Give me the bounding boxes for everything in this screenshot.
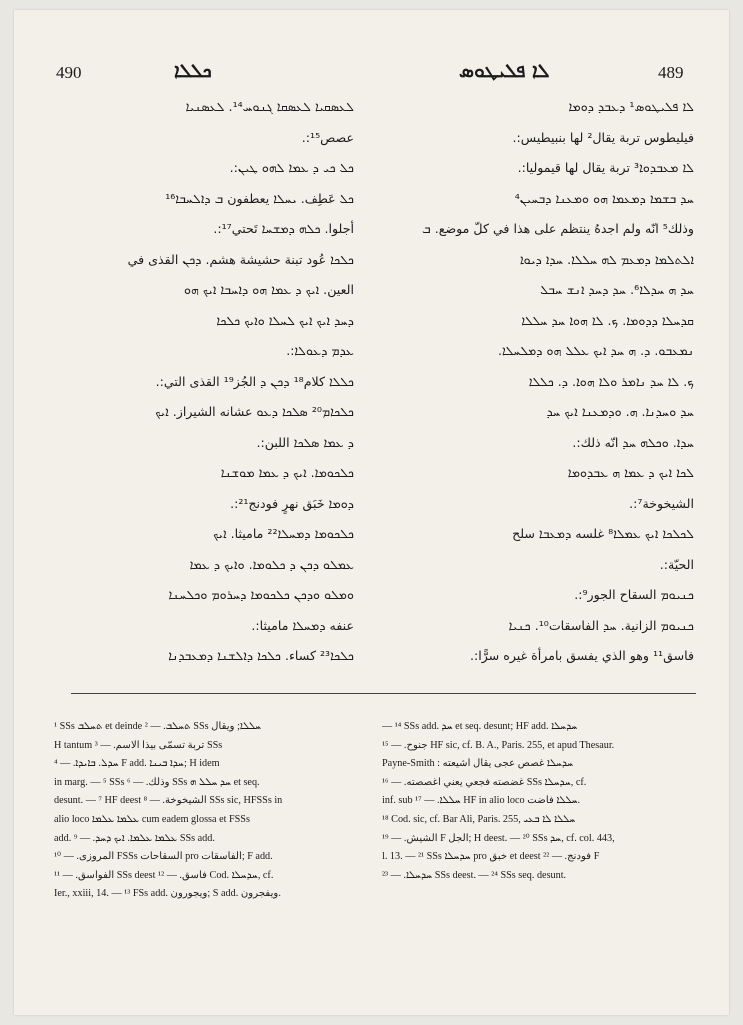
text-line: ܟܠܟܐ²³ كساء. ܟܠܟܐ ܕܐܠܫܢܐ ܕܡܥܒܕܢܐ [168, 648, 354, 663]
text-line: ܕ ܥܡܐ ܣܠܟܐ اللبن:. [256, 434, 354, 450]
footnote-line: ܚܕܠ. ܒܐܝܕܐ. — ⁴ F add. ܚܕܐ ܒܝܢܐ; H idem [54, 758, 220, 770]
text-line: فاسق¹¹ وهو الذي يفسق بامرأة غيره سرًّا:. [469, 648, 694, 663]
text-line: الحيّة:. [659, 556, 694, 572]
text-line: ܥܡܠܘ ܕܟܢ ܕ ܟܠܘܡܐ. ܘܐܝܟ ܕ ܥܡܐ [189, 556, 354, 572]
footnote-line: غضصته فجعي يعني اغصصته. — ¹⁶ SSs ܚܕܚܠܐ, cf. [382, 776, 587, 788]
left-footnotes [54, 718, 369, 904]
footnote-line: الشيش. — ¹⁹ F الجل; H deest. — ²⁰ SSs ܚܕ, cf. col. 443, [382, 832, 615, 844]
footnote-line: inf. sub ܚܠܠܐ. — ¹⁷ HF in alio loco ܚܠܠܐ فاضت. [382, 795, 581, 807]
text-line [54, 672, 354, 678]
text-line: ܟܠ ܟܝ ܕ ܥܡܐ ܠܗܘ ܛܝܢ:. [229, 160, 354, 175]
right-page-number: 489 [658, 63, 684, 82]
footnote-line: ܚܕܚܠܐ. — ²³ SSs deest. — ²⁴ SSs seq. desunt. [382, 869, 567, 881]
text-line: الشيخوخة⁷:. [629, 495, 694, 511]
text-line: ܥܕܡ ܕܥܘܠܐ:. [286, 343, 354, 358]
footnote-line: ¹⁸ Cod. sic, cf. Bar Ali, Paris. 255, ܚܠܠܐ ܠܐ ܒܥܝ [382, 813, 576, 825]
text-line: ܠܐ ܦܠܝܛܘܣ¹ ܕܥܒܕ ܕܘܡܐ [568, 99, 694, 114]
right-text-column [379, 92, 694, 677]
footnote-line: H tantum تربة تسمّى بيذا الاسم. — ³ SSs [54, 739, 223, 751]
text-line: عنفه ܕܡܚܠܐ ماميثا:. [251, 617, 354, 633]
footnote-line: Ier., xxiii, 14. — ¹³ FSs add. ويجورون; S add. ويفجرون. [54, 888, 281, 900]
text-line: ܚܕ ܗ ܚܕܠܐ⁶. ܚܕ ܕܚܕ ܐܢܫ ܚܒܠ [540, 282, 694, 297]
text-line: ܚܕ ܘܚܕܢܐ. ܗ. ܘܕܡܥܢܐ ܐܝܟ ܚܕ [546, 404, 694, 419]
footnote-divider [71, 693, 696, 694]
text-line: ܠܥܣܩܝܐ ܠܥܣܩܐ ܓܢܘܚ¹⁴. ܠܥܣܢܝܐ [185, 99, 354, 114]
text-line: ܢܡܥܒܘ. ܕ. ܗ ܚܕ ܐܝܟ ܥܠܠ ܗܘ ܕܡܠܚܠܐ. [497, 343, 694, 358]
text-line: ܠܐ ܡܥܒܕܘܐ³ تربة يقال لها قيموليا:. [517, 160, 694, 175]
left-running-title: ܟܠܠܐ [174, 60, 212, 82]
left-page-number: 490 [56, 63, 82, 82]
footnote-line: — ¹⁴ SSs add. ܚܕ et seq. desunt; HF add. ܚܕܚܠܐ [382, 721, 578, 732]
footnote-line: المروزى. — ¹⁰ FSSs السقاحات pro الفاسقات; F add. [54, 851, 273, 863]
text-line: ܟܢܝܘܡ السقاح الجور⁹:. [574, 587, 694, 602]
text-line: ܕܚܕ ܐܝܟ ܐܝܟ ܠܚܠܐ ܘܐܝܟ ܟܠܟܐ [216, 312, 354, 328]
text-line: وذلك⁵ انّه ولم اجدهُ ينتظم على هذا في كلّ موضع. ܒ [422, 221, 694, 236]
text-line: عصص¹⁵:. [301, 129, 354, 145]
right-running-title: ܠܐ ܦܠܝܛܘܣ [459, 60, 550, 82]
text-line: ܟܠܟܘܡܐ ܕܡܚܠܐ²² ماميثا. ܐܝܟ [213, 526, 354, 541]
text-line: ܚܕ ܒܫܡܐ ܕܡܥܡܐ ܗܘ ܘܡܥܢܐ ܕܒܚܝܢ⁴ [514, 190, 694, 206]
text-line: ܠܟܠܟܐ ܐܝܟ ܥܡܠܐ⁸ غلسه ܕܡܥܒܐ سلح [512, 526, 694, 541]
text-line: ܟܠܠܐ كلام¹⁸ ܕܟܢ ܕ الجُز¹⁹ القذى التي:. [155, 373, 354, 389]
footnote-line: desunt. — ⁷ HF deest الشيخوخة. — ⁸ SSs sic, HFSSs in [54, 795, 283, 807]
text-line: ܘܡܠܘ ܘܕܟܢ ܟܠܟܘܡܐ ܕܚܪܘܡ ܘܟܠܚܢܐ [168, 587, 354, 602]
text-line: ܟܠܟܐܡ²⁰ ܣܠܟܐ ܕܥܘ عشانه الشيراز. ܐܝܟ [155, 404, 354, 419]
text-line: ܠܟܐ ܐܝܟ ܕ ܥܡܐ ܗ ܥܒܕܘܡܐ [567, 465, 694, 480]
left-text-column [54, 92, 354, 677]
text-line [379, 672, 694, 678]
text-line: ܐܠܬܠܡܐ ܕܡܥܡ ܠܗ ܚܠܠܐ. ܚܕܐ ܕܝܘܐ [519, 251, 694, 267]
book-page [14, 10, 729, 1015]
footnote-line: Payne-Smith : ܚܕܚܠܐ غصص عجى يقال اشيعته [382, 758, 574, 770]
text-line: ܕܘܡܐ خَبَق نهرٍ فودنج²¹:. [230, 495, 354, 511]
footnote-line: alio loco ܥܠܡܐ ܥܠܡܐ cum eadem glossa et FSSs [54, 813, 250, 825]
text-line: ܟܢܝܘܡ الزانية. ܚܕ الفاسقات¹⁰. ܟܢܝܐ [508, 617, 694, 633]
text-line: فيليطوس تربة يقال² لها بنبيطيس:. [512, 129, 694, 145]
footnote-line: الفواسق. — ¹¹ SSs deest فاسق. — ¹² Cod. ܚܕܚܠܐ, cf. [54, 869, 274, 881]
text-line: ܟܠ عَطِف. ܝܚܠܐ يعطفون ܒ ܕܐܠܚܒܐ¹⁶ [165, 190, 354, 206]
text-line: ܟܠܟܐ عُود تبنة حشيشة هشم. ܕܟܢ القذى في [127, 251, 354, 267]
text-line: ܟ. ܠܐ ܚܕ ܢܐܡܪ ܘܠܐ ܗܘܐ. ܕ. ܟܠܠܐ [528, 373, 694, 389]
text-line: ܩܕܚܠܐ ܕܕܘܡܐ. ܟ. ܠܐ ܗܘܐ ܚܕ ܚܠܠܐ [521, 312, 694, 328]
text-line: ܚܕܐ. ܘܟܠܗ ܚܕ انّه ذلك:. [572, 434, 694, 450]
footnote-line: in marg. — ⁵ SSs وذلك. — ⁶ SSs ܚܕ ܚܠܠ ܗ et seq. [54, 776, 260, 788]
footnote-line: جنوح. — ¹⁵ HF sic, cf. B. A., Paris. 255, et apud Thesaur. [382, 739, 615, 751]
text-line: أجلوا. ܟܠܗ ܕܡܫܚܐ تَحتي¹⁷:. [213, 221, 354, 236]
text-line: ܟܠܟܘܡܐ. ܐܝܟ ܕ ܥܡܐ ܡܘܫܢܐ [220, 465, 354, 480]
footnote-line: add. ܥܠܡܐ ܥܠܡܐ. ܐܝܟ ܕܚܕ. — ⁹ SSs add. [54, 832, 215, 844]
footnote-line: l. 13. — ²¹ SSs ܚܕܚܠܐ pro خبق et deest فودنج. — ²² F [382, 851, 600, 863]
footnote-line: ¹ SSs ܬܚܠܒ et deinde ܬܚܠܒ. — ² SSs ܚܠܠܐ; ويقال [54, 721, 262, 732]
text-line: العين. ܐܝܟ ܕ ܥܡܐ ܗܘ ܕܐܚܒܐ ܐܝܟ ܗܘ [183, 282, 354, 297]
right-footnotes [382, 718, 700, 885]
